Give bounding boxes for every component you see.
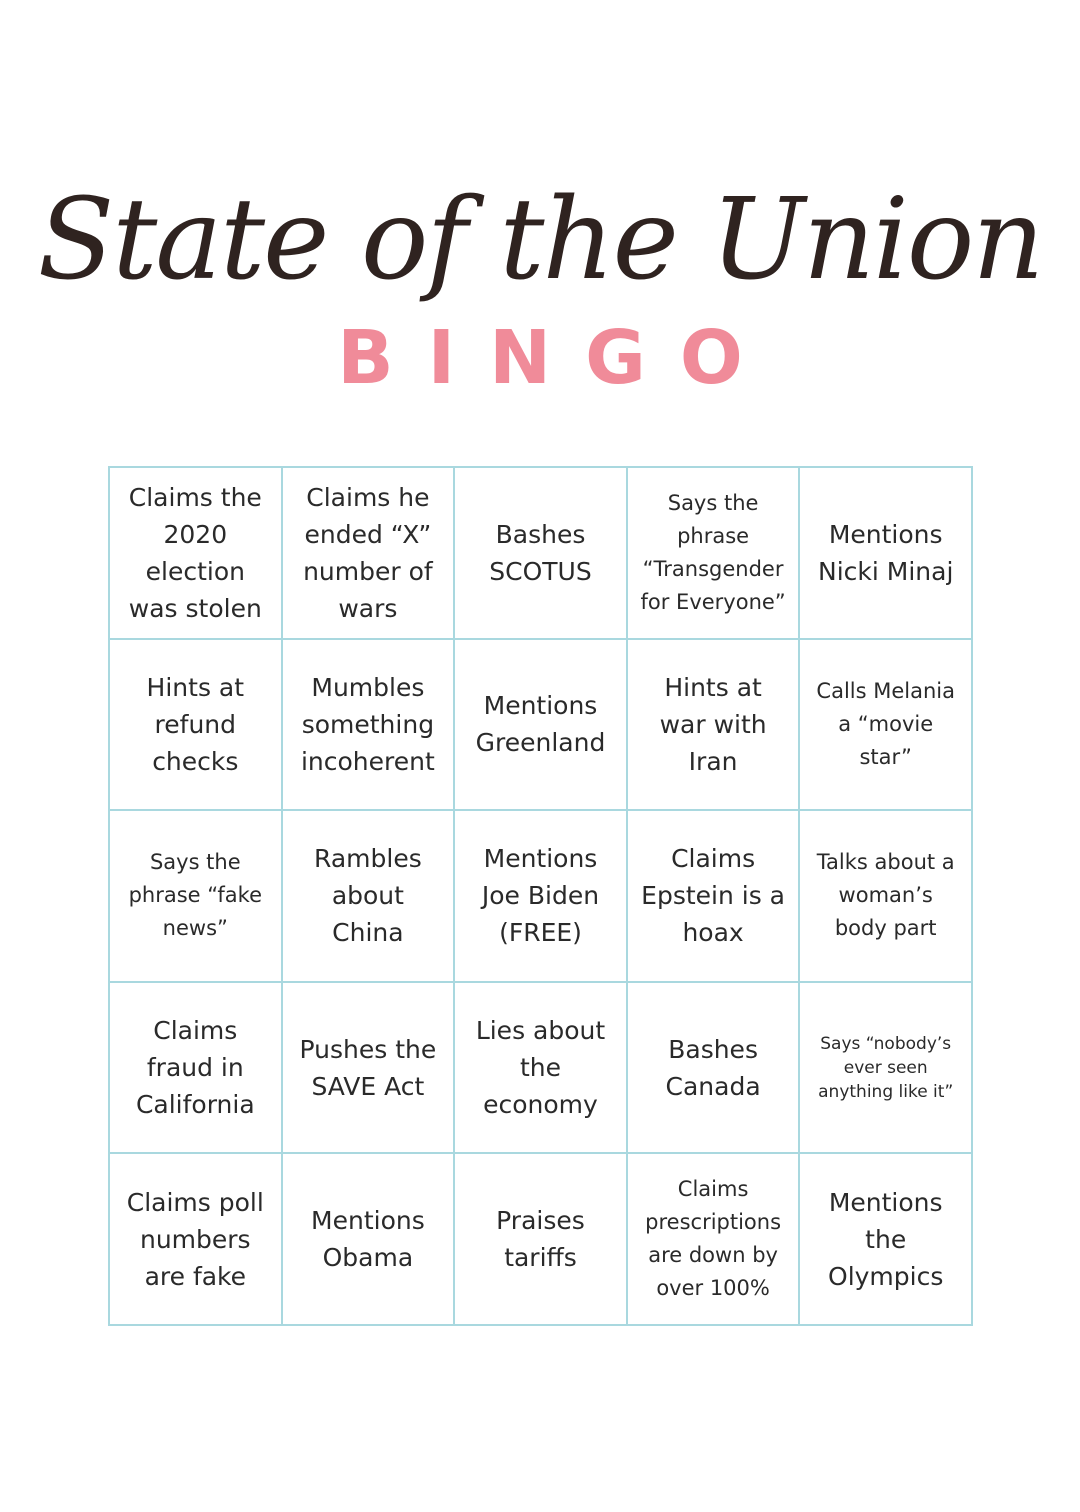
bingo-cell[interactable]: Mentions Obama [283, 1154, 456, 1326]
bingo-cell[interactable]: Claims poll numbers are fake [110, 1154, 283, 1326]
bingo-cell[interactable]: Bashes SCOTUS [455, 468, 628, 640]
bingo-cell[interactable]: Says the phrase “fake news” [110, 811, 283, 983]
bingo-cell[interactable]: Claims Epstein is a hoax [628, 811, 801, 983]
bingo-cell[interactable]: Claims the 2020 election was stolen [110, 468, 283, 640]
bingo-cell[interactable]: Lies about the economy [455, 983, 628, 1155]
bingo-cell[interactable]: Calls Melania a “movie star” [800, 640, 973, 812]
bingo-cell[interactable]: Rambles about China [283, 811, 456, 983]
bingo-cell[interactable]: Says the phrase “Transgender for Everyone” [628, 468, 801, 640]
bingo-grid [108, 466, 973, 1326]
bingo-cell[interactable]: Mentions Greenland [455, 640, 628, 812]
bingo-cell[interactable]: Hints at war with Iran [628, 640, 801, 812]
bingo-cell[interactable]: Claims prescriptions are down by over 100% [628, 1154, 801, 1326]
bingo-cell[interactable]: Mentions Nicki Minaj [800, 468, 973, 640]
bingo-cell[interactable]: Hints at refund checks [110, 640, 283, 812]
bingo-cell[interactable]: Mentions the Olympics [800, 1154, 973, 1326]
bingo-cell[interactable]: Mumbles something incoherent [283, 640, 456, 812]
bingo-cell[interactable]: Pushes the SAVE Act [283, 983, 456, 1155]
bingo-free-cell[interactable]: Mentions Joe Biden (FREE) [455, 811, 628, 983]
bingo-cell[interactable]: Praises tariffs [455, 1154, 628, 1326]
title-script: State of the Union [37, 175, 1043, 305]
bingo-cell[interactable]: Talks about a woman’s body part [800, 811, 973, 983]
bingo-cell[interactable]: Bashes Canada [628, 983, 801, 1155]
bingo-cell[interactable]: Claims fraud in California [110, 983, 283, 1155]
title-bingo: BINGO [337, 315, 777, 401]
bingo-cell[interactable]: Says “nobody’s ever seen anything like it” [800, 983, 973, 1155]
bingo-cell[interactable]: Claims he ended “X” number of wars [283, 468, 456, 640]
